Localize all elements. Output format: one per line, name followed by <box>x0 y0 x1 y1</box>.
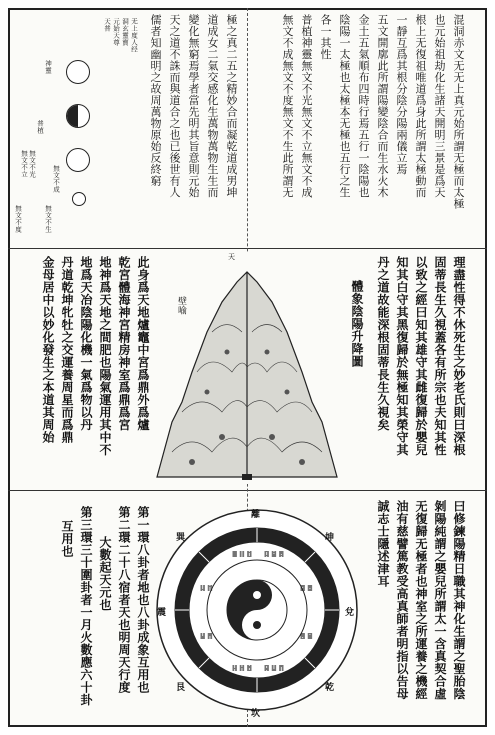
text-column: 无復歸无極者也神室之所運養之機經 <box>414 500 428 700</box>
text-column: 曰修鍊陽精日職其神化生謂之聖胎陰 <box>452 500 466 700</box>
side-note: 天普 <box>103 18 111 32</box>
trigram-label: 乾 <box>325 683 335 693</box>
text-column: 金土五氣順布四時行焉五行一陰陽也 <box>357 14 370 198</box>
text-column: 第三環三十圍卦者一月火數應六十卦 <box>79 506 93 706</box>
text-column: 互用也 <box>60 520 74 558</box>
diagram-note: 普植 <box>36 120 44 134</box>
side-note: 洞玄靈寶 <box>121 18 129 46</box>
text-column: 以致之經曰知其雄守其雌復歸於嬰兒 <box>414 256 428 456</box>
small-circle-icon <box>72 192 86 206</box>
text-column: 金母居中以妙化發生之本道其周始 <box>41 256 55 444</box>
text-column: 誠志士隱述津耳 <box>376 500 390 588</box>
image-caption: 天 <box>228 253 235 261</box>
text-column: 理盡性得不休死生之妙老氏則曰深根 <box>452 256 466 456</box>
text-column: 無文不成無文不度無文不生此所謂无 <box>281 14 294 198</box>
trigram-label: 兌 <box>345 608 355 618</box>
svg-text:䷊ ䷋: ䷊ ䷋ <box>200 633 213 640</box>
trigram-label: 巽 <box>176 533 186 543</box>
trigram-label: 坎 <box>251 709 261 719</box>
text-column: 第一環八卦者地也八卦成象互用也 <box>136 506 150 694</box>
text-column: 丹之道故能深根固蒂長生久視矣 <box>376 256 390 431</box>
text-column: 五文開廓此所謂陽變陰合而生水火木 <box>376 14 389 198</box>
diagram-note: 神靈 <box>44 60 52 74</box>
trigram-label: 震 <box>157 608 167 618</box>
svg-text:䷎ ䷏ ䷐: ䷎ ䷏ ䷐ <box>232 665 252 672</box>
text-column: 地神爲天地之間肥也陽氣運用其中不 <box>98 256 112 456</box>
trigram-label: 坤 <box>325 533 335 543</box>
text-column: 丹道乾坤牝牡之交運養周星而爲鼎 <box>60 256 74 444</box>
taiji-circle-icon <box>66 104 90 128</box>
text-column: 道成女二氣交感化生萬物萬物生生而 <box>206 14 219 198</box>
image-caption: 壁喻 <box>176 296 186 315</box>
diagram-note: 無文不度 <box>14 205 22 233</box>
yinyang-circle-icon <box>66 148 90 172</box>
side-note: 无上度人经 <box>130 18 138 53</box>
chart-title: 體象陰陽升降圖 <box>350 280 364 368</box>
text-column: 此身爲天地爐竈中宮爲鼎外爲爐 <box>136 256 150 431</box>
text-column: 變化無窮焉學者當先明其旨意則元始 <box>187 14 200 198</box>
text-column: 天之道不誅而與道合之也已後世有人 <box>168 14 181 198</box>
text-column: 一靜互爲其根分陰分陽兩儀立焉 <box>395 14 408 175</box>
text-column: 也元始祖劫化生諸天開明三景是爲天 <box>433 14 446 198</box>
text-column: 第二環二十八宿者天也明周天行度 <box>117 506 131 694</box>
text-column: 固蒂長生久視蓋各有所宗也夫知其性 <box>433 256 447 456</box>
text-column: 油有慈譬篤教受高真師者明指以告母 <box>395 500 409 700</box>
text-column: 根上无復祖唯道爲身此所謂太極動而 <box>414 14 427 198</box>
text-column: 混洞赤文无无上真元始所謂无極而太極 <box>452 14 465 210</box>
diagram-note: 無文不立 <box>20 150 28 178</box>
side-note: 元始天尊 <box>112 18 120 46</box>
diagram-note: 無文不光 <box>28 150 36 178</box>
diagram-note: 無文不成 <box>52 165 60 193</box>
svg-text:䷑ ䷒ ䷓: ䷑ ䷒ ䷓ <box>264 665 284 672</box>
text-column: 大數起天元也 <box>98 536 112 611</box>
svg-text:䷃ ䷄ ䷅: ䷃ ䷄ ䷅ <box>264 551 284 558</box>
wuji-circle-icon <box>66 60 90 84</box>
text-column: 剝陽純謂之嬰兒所謂太一含真契合虛 <box>433 500 447 700</box>
text-column: 普植神靈無文不光無文不立無文不成 <box>300 14 313 198</box>
text-column: 知其白守其黑復歸於無極知其榮守其 <box>395 256 409 456</box>
trigram-label: 艮 <box>176 683 186 693</box>
svg-text:䷀ ䷁ ䷂: ䷀ ䷁ ䷂ <box>232 551 252 558</box>
text-column: 各一其性 <box>319 14 332 60</box>
svg-text:䷌ ䷍: ䷌ ䷍ <box>300 633 313 640</box>
text-column: 地爲天冶陰陽化機一氣爲物以丹 <box>79 256 93 431</box>
svg-text:䷈ ䷉: ䷈ ䷉ <box>300 585 313 592</box>
svg-text:䷆ ䷇: ䷆ ䷇ <box>200 585 213 592</box>
mountain-illustration <box>152 252 342 484</box>
diagram-note: 無文不生 <box>44 205 52 233</box>
text-column: 乾宮體海神宮精房神室爲鼎爲宮 <box>117 256 131 431</box>
text-column: 極之真二五之精妙合而凝乾道成男坤 <box>225 14 238 198</box>
text-column: 儒者知幽明之故周萬物原始反終窮 <box>149 14 162 187</box>
trigram-label: 離 <box>251 510 261 520</box>
text-column: 陰陽一太極也太極本无極也五行之生 <box>338 14 351 198</box>
